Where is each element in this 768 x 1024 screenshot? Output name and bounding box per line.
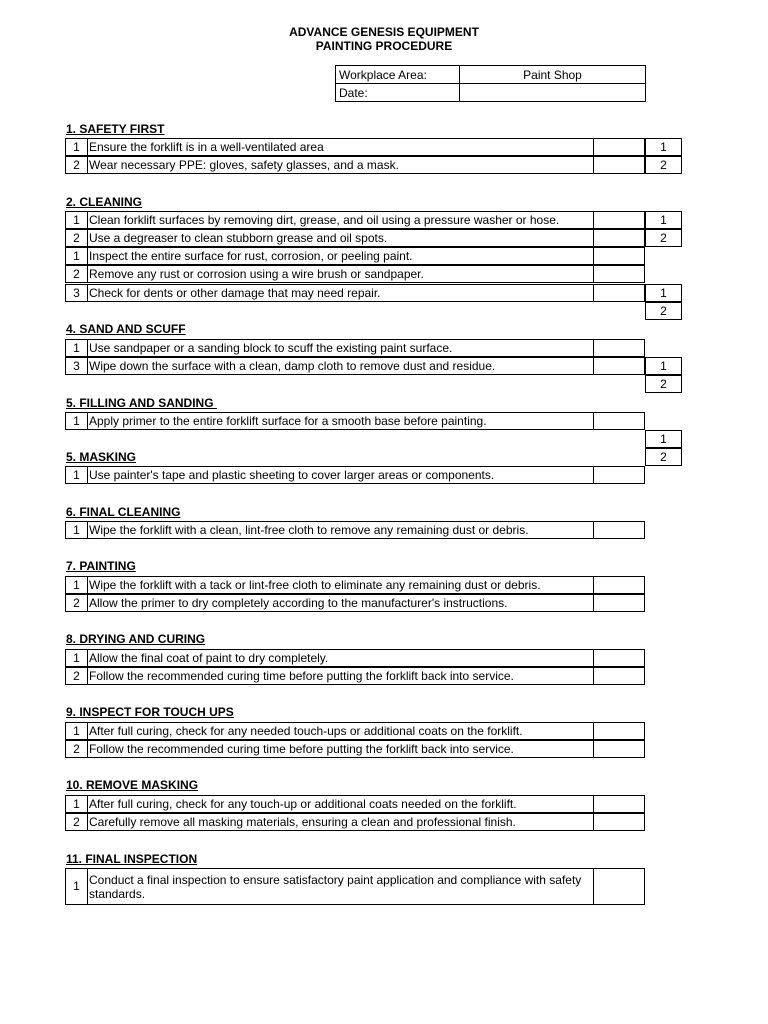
section-title: 11. FINAL INSPECTION	[66, 852, 198, 866]
workplace-value[interactable]: Paint Shop	[460, 66, 646, 84]
row-number: 1	[66, 869, 88, 904]
check-cell[interactable]	[593, 248, 644, 264]
checklist-row	[65, 868, 645, 905]
check-cell[interactable]	[593, 741, 644, 757]
check-cell[interactable]	[593, 230, 644, 246]
section-title: 9. INSPECT FOR TOUCH UPS	[66, 705, 234, 719]
side-number-cell: 2	[645, 156, 682, 174]
checklist-row	[65, 156, 645, 174]
row-number: 1	[66, 139, 88, 155]
section-title: 5. MASKING	[66, 450, 137, 464]
row-text: Wear necessary PPE: gloves, safety glasses, and a mask.	[89, 158, 399, 172]
section-title: 1. SAFETY FIRST	[66, 122, 165, 136]
row-number: 2	[66, 230, 88, 246]
side-number-cell: 2	[645, 375, 682, 393]
row-number: 2	[66, 157, 88, 173]
section-title: 4. SAND AND SCUFF	[66, 322, 186, 336]
row-number: 1	[66, 796, 88, 812]
check-cell[interactable]	[593, 869, 644, 904]
checklist-row	[65, 339, 645, 357]
checklist-row	[65, 412, 645, 430]
section-title: 7. PAINTING	[66, 559, 136, 573]
row-number: 1	[66, 577, 88, 593]
side-number-cell: 2	[645, 302, 682, 320]
check-cell[interactable]	[593, 796, 644, 812]
row-text: Carefully remove all masking materials, ensuring a clean and professional finish.	[89, 815, 516, 829]
date-value[interactable]	[460, 84, 646, 102]
row-text: After full curing, check for any needed touch-ups or additional coats on the forklift.	[89, 724, 523, 738]
checklist-row	[65, 576, 645, 594]
row-text: Inspect the entire surface for rust, corrosion, or peeling paint.	[89, 249, 413, 263]
row-number: 1	[66, 248, 88, 264]
checklist-row	[65, 795, 645, 813]
side-number-cell: 2	[645, 229, 682, 247]
company-title: ADVANCE GENESIS EQUIPMENT	[289, 25, 479, 39]
row-number: 1	[66, 522, 88, 538]
check-cell[interactable]	[593, 157, 644, 173]
row-text: Follow the recommended curing time before putting the forklift back into service.	[89, 742, 514, 756]
section-title: 8. DRYING AND CURING	[66, 632, 206, 646]
check-cell[interactable]	[593, 212, 644, 228]
side-number-cell: 1	[645, 138, 682, 156]
checklist-row	[65, 357, 645, 375]
row-text: Check for dents or other damage that may need repair.	[89, 286, 381, 300]
checklist-row	[65, 722, 645, 740]
check-cell[interactable]	[593, 413, 644, 429]
checklist-row	[65, 229, 645, 247]
check-cell[interactable]	[593, 723, 644, 739]
header-info-table	[335, 65, 646, 102]
row-number: 2	[66, 668, 88, 684]
checklist-row	[65, 211, 645, 229]
row-text: Wipe down the surface with a clean, damp cloth to remove dust and residue.	[89, 359, 496, 373]
row-text: Conduct a final inspection to ensure satisfactory paint application and compliance with safety standards.	[89, 873, 582, 901]
row-text: Clean forklift surfaces by removing dirt, grease, and oil using a pressure washer or hose.	[89, 213, 560, 227]
row-text: Remove any rust or corrosion using a wire brush or sandpaper.	[89, 267, 424, 281]
row-number: 2	[66, 814, 88, 830]
check-cell[interactable]	[593, 358, 644, 374]
row-number: 1	[66, 413, 88, 429]
row-number: 1	[66, 723, 88, 739]
check-cell[interactable]	[593, 577, 644, 593]
row-number: 2	[66, 595, 88, 611]
check-cell[interactable]	[593, 340, 644, 356]
checklist-row	[65, 138, 645, 156]
row-text: Use painter's tape and plastic sheeting to cover larger areas or components.	[89, 468, 495, 482]
checklist-row	[65, 466, 645, 484]
row-text: Follow the recommended curing time before putting the forklift back into service.	[89, 669, 514, 683]
side-number-cell: 1	[645, 357, 682, 375]
checklist-row	[65, 649, 645, 667]
check-cell[interactable]	[593, 285, 644, 301]
row-text: Use sandpaper or a sanding block to scuff the existing paint surface.	[89, 341, 453, 355]
section-title: 10. REMOVE MASKING	[66, 778, 199, 792]
row-number: 1	[66, 467, 88, 483]
check-cell[interactable]	[593, 650, 644, 666]
check-cell[interactable]	[593, 266, 644, 282]
check-cell[interactable]	[593, 522, 644, 538]
row-number: 2	[66, 266, 88, 282]
row-number: 3	[66, 285, 88, 301]
row-text: Ensure the forklift is in a well-ventilated area	[89, 140, 324, 154]
checklist-row	[65, 667, 645, 685]
side-number-cell: 1	[645, 211, 682, 229]
row-number: 1	[66, 650, 88, 666]
check-cell[interactable]	[593, 814, 644, 830]
row-text: Allow the final coat of paint to dry completely.	[89, 651, 329, 665]
row-text: Wipe the forklift with a tack or lint-free cloth to eliminate any remaining dust or debris.	[89, 578, 541, 592]
checklist-row	[65, 813, 645, 831]
section-title: 5. FILLING AND SANDING	[66, 396, 217, 410]
side-number-cell: 1	[645, 284, 682, 302]
row-number: 1	[66, 340, 88, 356]
side-number-cell: 1	[645, 430, 682, 448]
row-text: Allow the primer to dry completely according to the manufacturer's instructions.	[89, 596, 508, 610]
checklist-row	[65, 247, 645, 265]
checklist-row	[65, 740, 645, 758]
check-cell[interactable]	[593, 668, 644, 684]
checklist-row	[65, 284, 645, 302]
procedure-title: PAINTING PROCEDURE	[315, 39, 453, 53]
checklist-row	[65, 265, 645, 283]
check-cell[interactable]	[593, 467, 644, 483]
checklist-row	[65, 521, 645, 539]
checklist-row	[65, 594, 645, 612]
row-text: Apply primer to the entire forklift surface for a smooth base before painting.	[89, 414, 487, 428]
row-text: Use a degreaser to clean stubborn grease and oil spots.	[89, 231, 388, 245]
section-title: 6. FINAL CLEANING	[66, 505, 181, 519]
row-text: Wipe the forklift with a clean, lint-free cloth to remove any remaining dust or debris.	[89, 523, 529, 537]
row-number: 1	[66, 212, 88, 228]
workplace-label: Workplace Area:	[336, 66, 460, 84]
section-title: 2. CLEANING	[66, 195, 143, 209]
check-cell[interactable]	[593, 595, 644, 611]
side-number-cell: 2	[645, 448, 682, 466]
row-number: 2	[66, 741, 88, 757]
date-label: Date:	[336, 84, 460, 102]
row-number: 3	[66, 358, 88, 374]
check-cell[interactable]	[593, 139, 644, 155]
row-text: After full curing, check for any touch-up or additional coats needed on the forklift.	[89, 797, 517, 811]
